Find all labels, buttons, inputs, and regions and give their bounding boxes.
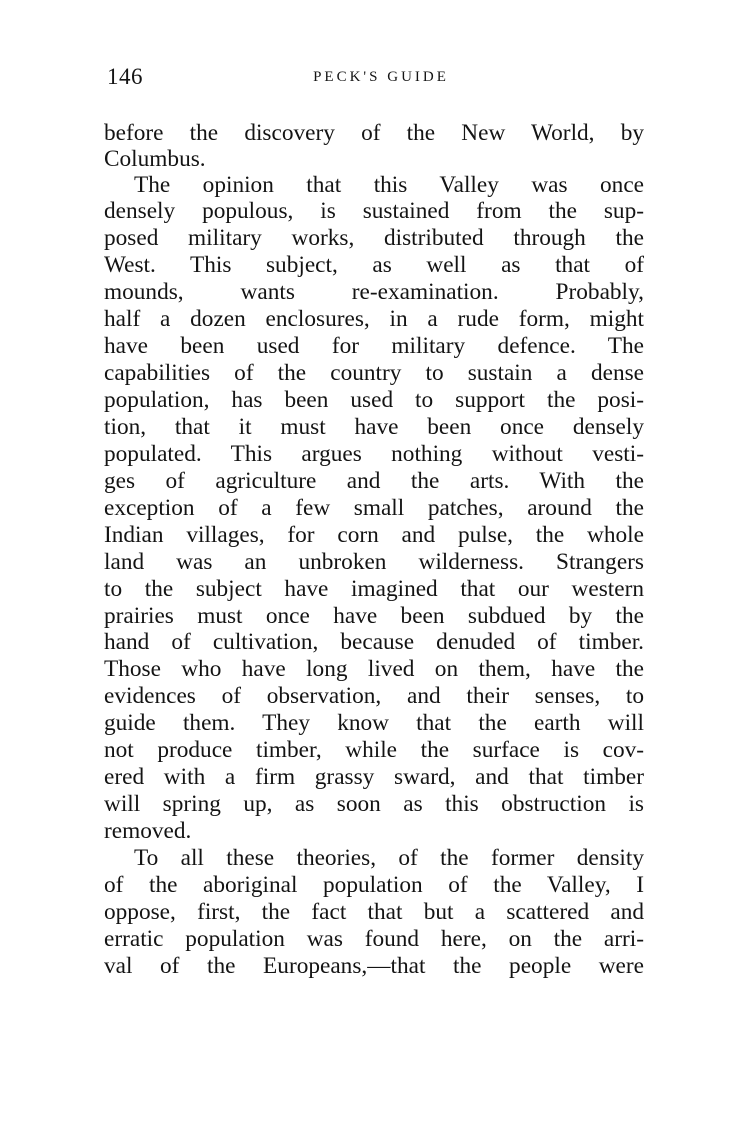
text-line: prairies must once have been subdued by the [104, 603, 644, 629]
running-head: PECK'S GUIDE [313, 69, 449, 85]
text-line: Columbus. [104, 146, 206, 172]
text-line: evidences of observation, and their senses, to [104, 683, 644, 709]
paragraph-start-line: The opinion that this Valley was once [134, 172, 644, 198]
text-line: will spring up, as soon as this obstruction is [104, 791, 644, 817]
text-line: West. This subject, as well as that of [104, 252, 644, 278]
text-line: Those who have long lived on them, have the [104, 656, 644, 682]
text-line: half a dozen enclosures, in a rude form, might [104, 306, 644, 332]
text-line: land was an unbroken wilderness. Strangers [104, 549, 644, 575]
page-number: 146 [107, 64, 143, 89]
page-header [107, 58, 645, 98]
text-line: Indian villages, for corn and pulse, the whole [104, 522, 644, 548]
text-line: tion, that it must have been once densely [104, 414, 644, 440]
paragraph-start-line: To all these theories, of the former density [134, 845, 644, 871]
text-line: not produce timber, while the surface is cov- [104, 737, 644, 763]
text-line: ered with a firm grassy sward, and that timber [104, 764, 644, 790]
text-line: exception of a few small patches, around the [104, 495, 644, 521]
text-line: removed. [104, 818, 192, 844]
text-line: capabilities of the country to sustain a dense [104, 360, 644, 386]
text-line: guide them. They know that the earth will [104, 710, 644, 736]
text-line: posed military works, distributed through the [104, 225, 644, 251]
text-line: mounds, wants re-examination. Probably, [104, 279, 644, 305]
text-line: of the aboriginal population of the Valley, I [104, 872, 644, 898]
text-line: have been used for military defence. The [104, 333, 644, 359]
text-line: erratic population was found here, on the arri- [104, 926, 644, 952]
text-line: before the discovery of the New World, by [104, 120, 644, 146]
text-line: populated. This argues nothing without vesti- [104, 441, 644, 467]
text-line: hand of cultivation, because denuded of timber. [104, 629, 644, 655]
text-line: densely populous, is sustained from the sup- [104, 198, 644, 224]
text-line: to the subject have imagined that our western [104, 576, 644, 602]
text-line: val of the Europeans,—that the people were [104, 953, 644, 979]
text-line: oppose, first, the fact that but a scattered and [104, 899, 644, 925]
text-line: ges of agriculture and the arts. With the [104, 468, 644, 494]
text-line: population, has been used to support the posi- [104, 387, 644, 413]
